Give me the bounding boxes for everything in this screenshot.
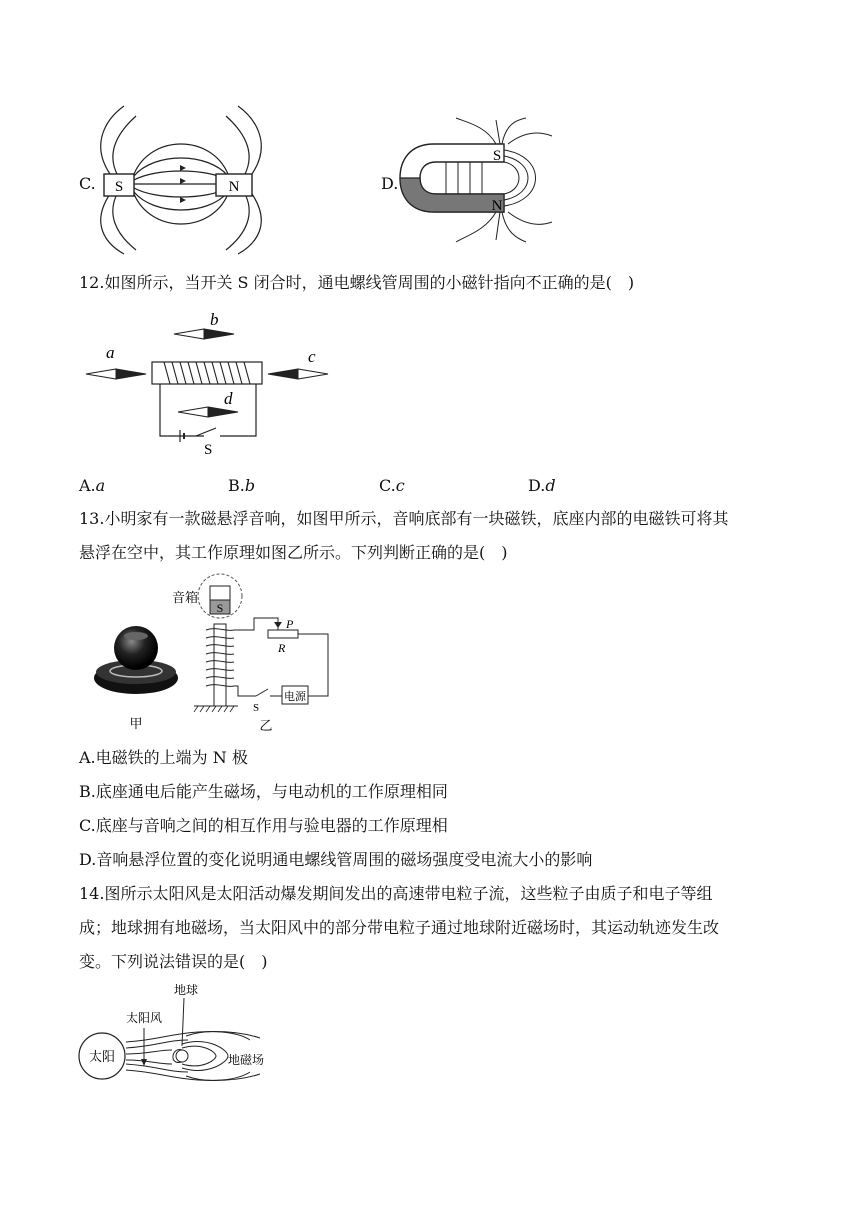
- q13-option-b[interactable]: B.底座通电后能产生磁场，与电动机的工作原理相同: [79, 782, 448, 801]
- q13-option-d[interactable]: D.音响悬浮位置的变化说明通电螺线管周围的磁场强度受电流大小的影响: [79, 850, 593, 869]
- needle-c-label: c: [308, 347, 316, 366]
- q14-stem-line2: 成；地球拥有地磁场，当太阳风中的部分带电粒子通过地球附近磁场时，其运动轨迹发生改: [79, 918, 720, 937]
- sun-label: 太阳: [88, 1049, 116, 1064]
- magnet-n-pole: N: [228, 179, 240, 195]
- power-label: 电源: [284, 691, 306, 703]
- label-yi: 乙: [259, 718, 273, 733]
- figure-maglev-speaker: [88, 572, 338, 734]
- option-c-label: C.: [79, 174, 96, 193]
- needle-d-label: d: [224, 389, 233, 408]
- q12-option-c[interactable]: C.c: [379, 476, 405, 495]
- magnet-s-pole: S: [114, 179, 124, 195]
- needle-b-label: b: [210, 310, 219, 329]
- solar-wind-label: 太阳风: [126, 1011, 163, 1025]
- q12-option-a[interactable]: A.a: [79, 476, 106, 495]
- option-d-label: D.: [381, 174, 399, 193]
- figure-bar-magnets-field: [96, 104, 266, 256]
- q13-stem-line2: 悬浮在空中，其工作原理如图乙所示。下列判断正确的是( ): [79, 543, 508, 562]
- q14-stem-line1: 14.图所示太阳风是太阳活动爆发期间发出的高速带电粒子流，这些粒子由质子和电子等组: [79, 884, 713, 903]
- figure-solenoid-compasses: [84, 306, 334, 456]
- earth-label: 地球: [174, 983, 199, 997]
- figure-solar-wind-geomagnetic: [78, 980, 278, 1096]
- horseshoe-n-pole: N: [491, 198, 503, 214]
- q12-options: [79, 476, 639, 496]
- resistor-r-label: R: [278, 641, 286, 655]
- figure-horseshoe-magnet-field: [396, 116, 556, 246]
- q13-option-c[interactable]: C.底座与音响之间的相互作用与验电器的工作原理相: [79, 816, 448, 835]
- q12-stem: 12.如图所示，当开关 S 闭合时，通电螺线管周围的小磁针指向不正确的是( ): [79, 273, 635, 292]
- speaker-s-pole: S: [216, 601, 224, 615]
- needle-a-label: a: [106, 343, 115, 362]
- slider-p-label: P: [286, 617, 294, 631]
- q12-option-d[interactable]: D.d: [528, 476, 556, 495]
- q12-option-b[interactable]: B.b: [228, 476, 256, 495]
- label-jia: 甲: [129, 716, 143, 731]
- geomagnetic-label: 地磁场: [228, 1053, 265, 1067]
- switch-s-label: S: [204, 442, 213, 456]
- speaker-label: 音箱: [172, 590, 199, 605]
- q14-stem-line3: 变。下列说法错误的是( ): [79, 952, 268, 971]
- q13-stem-line1: 13.小明家有一款磁悬浮音响，如图甲所示，音响底部有一块磁铁，底座内部的电磁铁可将其: [79, 509, 729, 528]
- q13-option-a[interactable]: A.电磁铁的上端为 N 极: [79, 748, 248, 767]
- horseshoe-s-pole: S: [492, 148, 502, 164]
- switch-s-label-13: S: [253, 702, 260, 714]
